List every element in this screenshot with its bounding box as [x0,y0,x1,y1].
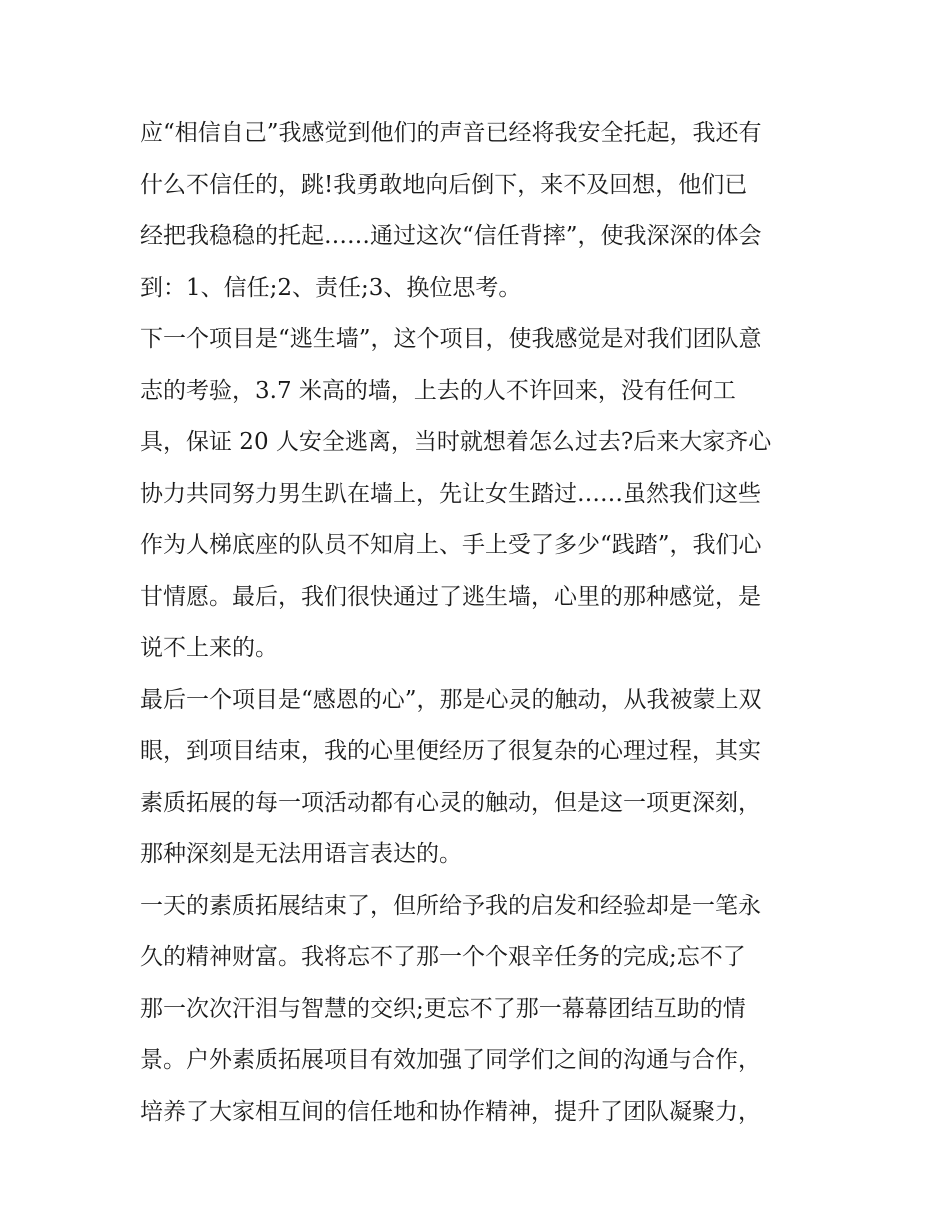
text-line-3: 经把我稳稳的托起……通过这次“信任背摔”，使我深深的体会 [140,223,762,249]
text-line-19: 景。户外素质拓展项目有效加强了同学们之间的沟通与合作， [140,1047,761,1073]
text-line-5: 下一个项目是“逃生墙”，这个项目，使我感觉是对我们团队意 [140,326,762,352]
text-line-4: 到：1、信任;2、责任;3、换位思考。 [140,274,522,301]
text-line-12: 最后一个项目是“感恩的心”，那是心灵的触动，从我被蒙上双 [140,686,762,713]
text-line-9: 作为人梯底座的队员不知肩上、手上受了多少“践踏”，我们心 [140,532,762,558]
text-line-8: 协力共同努力男生趴在墙上，先让女生踏过……虽然我们这些 [140,480,761,507]
text-line-13: 眼，到项目结束，我的心里便经历了很复杂的心理过程，其实 [140,738,761,764]
text-line-2: 什么不信任的，跳!我勇敢地向后倒下，来不及回想，他们已 [140,171,748,198]
text-line-1: 应“相信自己”我感觉到他们的声音已经将我安全托起，我还有 [140,120,762,146]
text-line-15: 那种深刻是无法用语言表达的。 [140,841,462,867]
text-line-17: 久的精神财富。我将忘不了那一个个艰辛任务的完成;忘不了 [140,944,746,970]
text-line-10: 甘情愿。最后，我们很快通过了逃生墙，心里的那种感觉，是 [140,583,761,610]
text-line-6: 志的考验，3.7 米高的墙，上去的人不许回来，没有任何工 [140,377,736,404]
text-line-11: 说不上来的。 [140,635,278,661]
text-line-16: 一天的素质拓展结束了，但所给予我的启发和经验却是一笔永 [140,892,761,919]
text-line-14: 素质拓展的每一项活动都有心灵的触动，但是这一项更深刻， [140,789,761,816]
text-line-20: 培养了大家相互间的信任地和协作精神，提升了团队凝聚力， [140,1098,761,1125]
text-line-18: 那一次次汗泪与智慧的交织;更忘不了那一幕幕团结互助的情 [140,995,746,1022]
text-line-7: 具，保证 20 人安全逃离，当时就想着怎么过去?后来大家齐心 [140,429,772,455]
body-text [140,108,830,1138]
